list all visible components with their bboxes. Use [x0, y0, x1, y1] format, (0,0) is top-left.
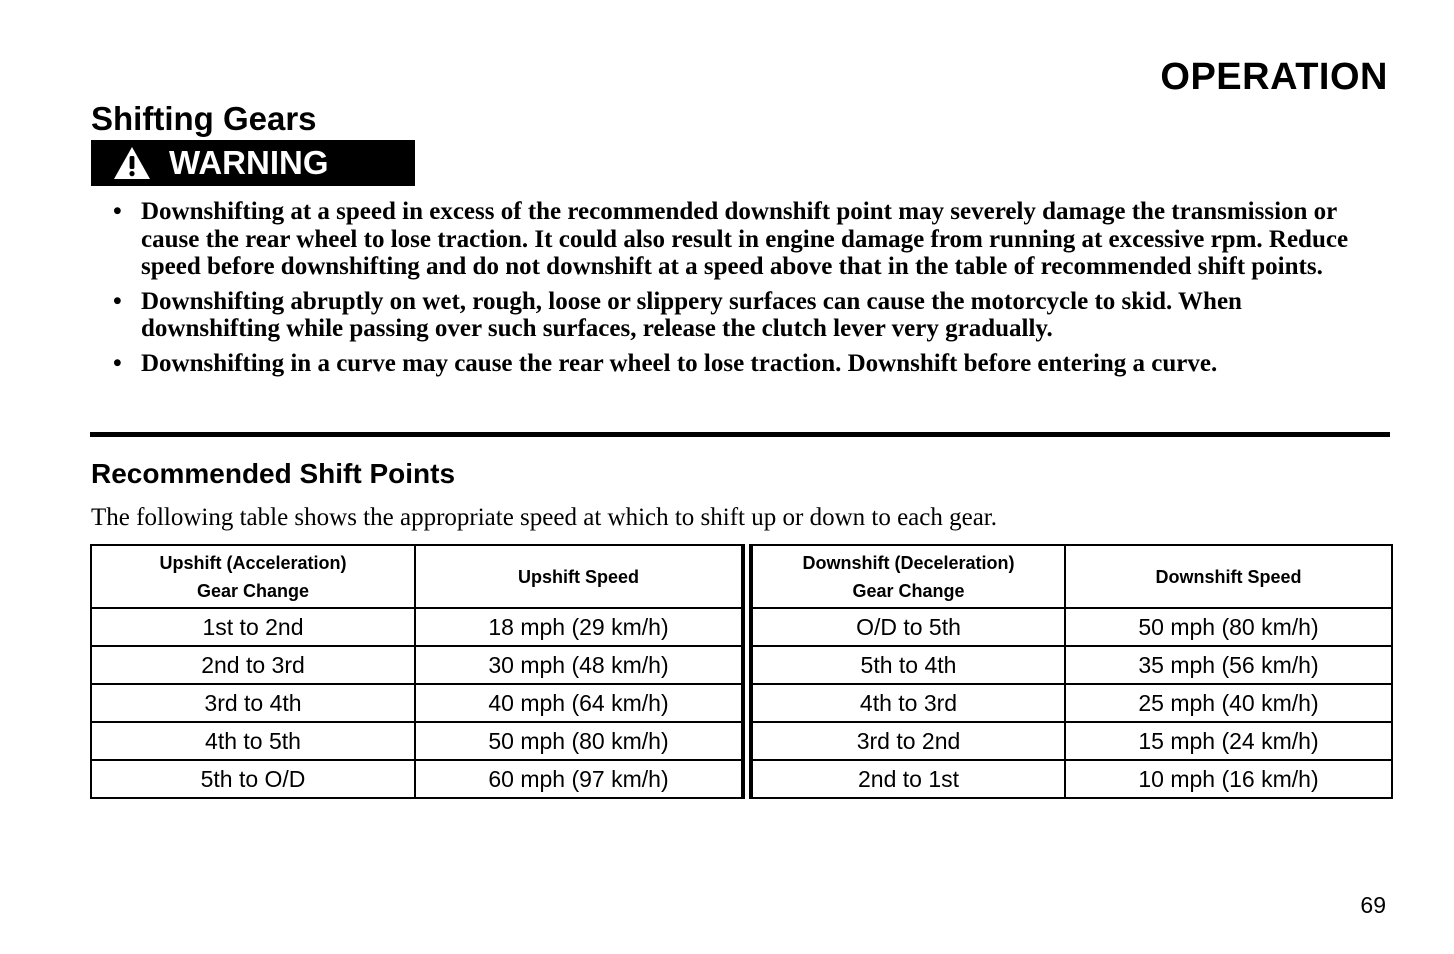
header-upshift-gear: Upshift (Acceleration) Gear Change: [91, 545, 415, 608]
section-title: OPERATION: [1160, 56, 1388, 98]
shift-points-intro: The following table shows the appropriate speed at which to shift up or down to each gear.: [91, 504, 998, 531]
bullet-icon: •: [113, 198, 122, 225]
warning-list: [113, 198, 1353, 385]
downshift-gear-cell: 5th to 4th: [747, 646, 1065, 684]
upshift-gear-cell: 2nd to 3rd: [91, 646, 415, 684]
header-downshift-gear: Downshift (Deceleration) Gear Change: [747, 545, 1065, 608]
warning-item: [113, 350, 1353, 378]
warning-label: WARNING: [169, 144, 329, 181]
warning-item: [113, 288, 1353, 343]
warning-item-text: Downshifting at a speed in excess of the recommended downshift point may severely damage the transmission or cause the rear wheel to lose traction. It could also result in engine damage from running at excessive rpm. Reduce speed before downshifting and do not downshift at a speed above that in the table of recommended shift points.: [141, 198, 1349, 281]
warning-banner: [91, 140, 415, 186]
table-row: [91, 608, 1392, 646]
downshift-gear-cell: 2nd to 1st: [747, 760, 1065, 798]
page-number: 69: [1360, 892, 1386, 918]
downshift-speed-cell: 50 mph (80 km/h): [1065, 608, 1392, 646]
warning-item-text: Downshifting in a curve may cause the rear wheel to lose traction. Downshift before entering a curve.: [141, 349, 1218, 377]
upshift-gear-cell: 4th to 5th: [91, 722, 415, 760]
table-row: [91, 684, 1392, 722]
upshift-speed-cell: 40 mph (64 km/h): [415, 684, 747, 722]
upshift-speed-cell: 18 mph (29 km/h): [415, 608, 747, 646]
table-header-row: [91, 545, 1392, 608]
upshift-speed-cell: 30 mph (48 km/h): [415, 646, 747, 684]
shift-points-table: [90, 544, 1393, 799]
table-row: [91, 760, 1392, 798]
downshift-gear-cell: 4th to 3rd: [747, 684, 1065, 722]
shift-points-title: Recommended Shift Points: [91, 458, 456, 489]
bullet-icon: •: [113, 287, 122, 315]
warning-item-text: Downshifting abruptly on wet, rough, loose or slippery surfaces can cause the motorcycle to skid. When downshifting while passing over such surfaces, release the clutch lever very gradually.: [141, 287, 1242, 343]
upshift-speed-cell: 50 mph (80 km/h): [415, 722, 747, 760]
downshift-speed-cell: 25 mph (40 km/h): [1065, 684, 1392, 722]
downshift-speed-cell: 35 mph (56 km/h): [1065, 646, 1392, 684]
downshift-gear-cell: 3rd to 2nd: [747, 722, 1065, 760]
downshift-speed-cell: 10 mph (16 km/h): [1065, 760, 1392, 798]
table-row: [91, 722, 1392, 760]
page-heading: Shifting Gears: [91, 100, 317, 137]
header-upshift-speed: Upshift Speed: [415, 545, 747, 608]
upshift-gear-cell: 3rd to 4th: [91, 684, 415, 722]
table-row: [91, 646, 1392, 684]
bullet-icon: •: [113, 349, 122, 377]
section-divider: [90, 432, 1390, 437]
upshift-speed-cell: 60 mph (97 km/h): [415, 760, 747, 798]
warning-item: [113, 198, 1353, 281]
upshift-gear-cell: 5th to O/D: [91, 760, 415, 798]
downshift-gear-cell: O/D to 5th: [747, 608, 1065, 646]
downshift-speed-cell: 15 mph (24 km/h): [1065, 722, 1392, 760]
warning-triangle-icon: [113, 146, 151, 180]
header-downshift-speed: Downshift Speed: [1065, 545, 1392, 608]
upshift-gear-cell: 1st to 2nd: [91, 608, 415, 646]
